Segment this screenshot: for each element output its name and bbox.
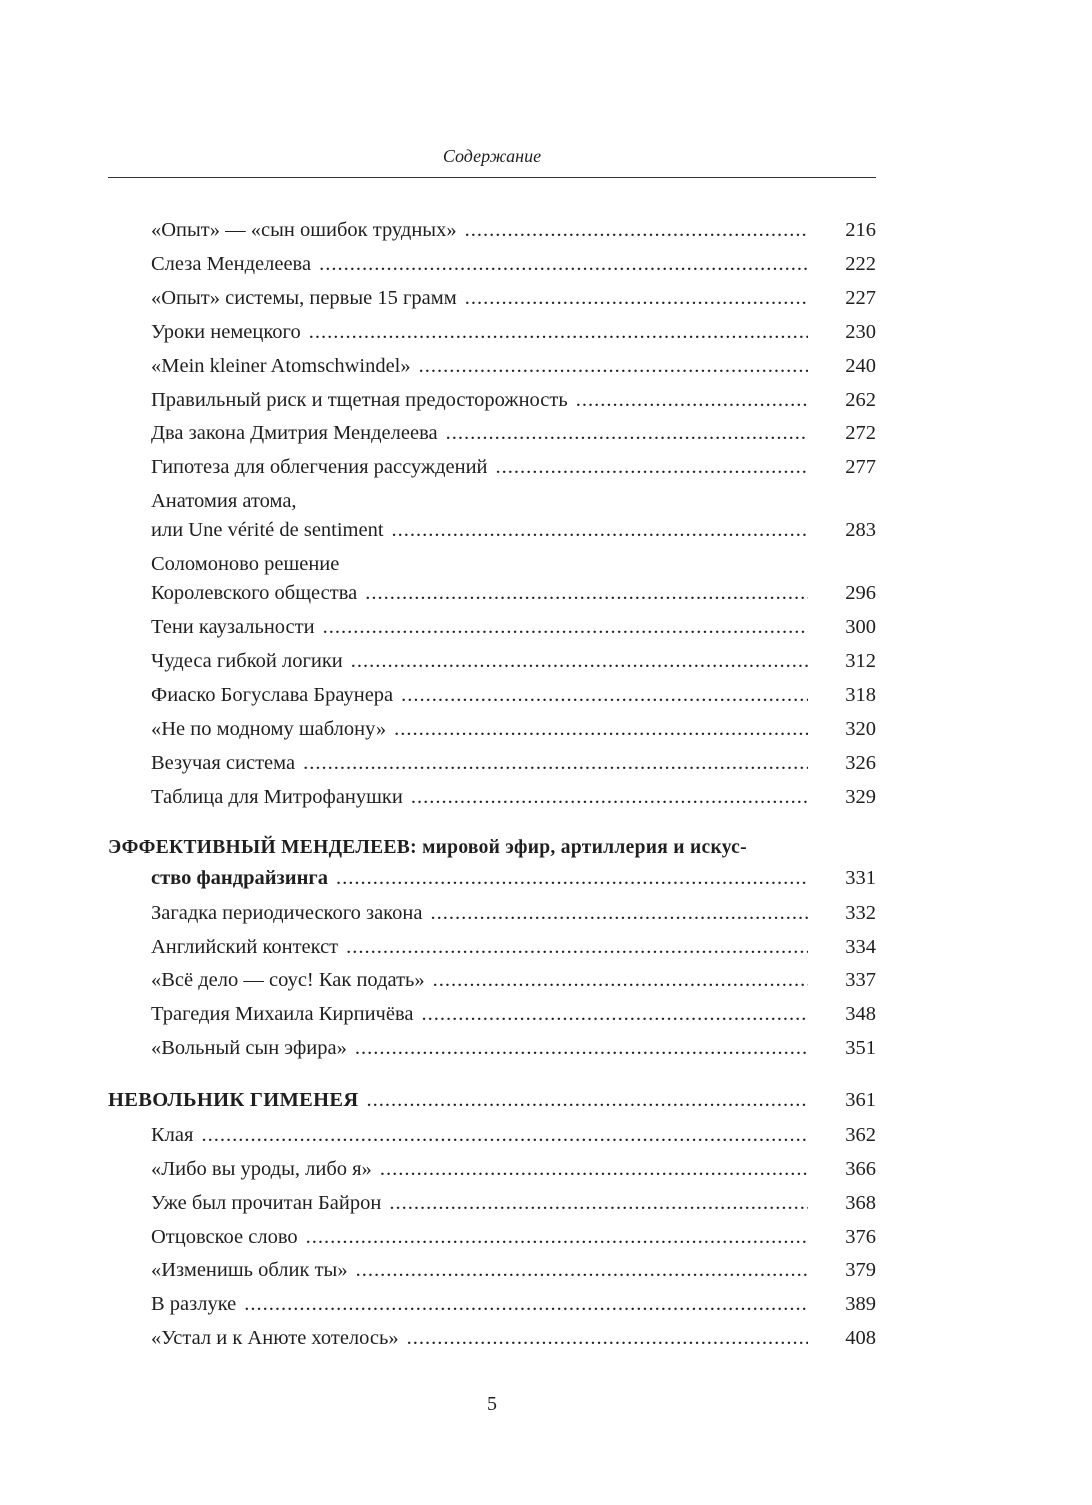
- leader-dots: [496, 455, 808, 479]
- toc-entry: [151, 901, 876, 925]
- toc-page: 376: [845, 1226, 876, 1248]
- leader-dots: [244, 1292, 808, 1316]
- toc-title: «Не по модному шаблону»: [151, 718, 387, 740]
- toc-page: 389: [845, 1293, 876, 1315]
- toc-entry: [151, 785, 876, 809]
- toc-page: 326: [845, 752, 876, 774]
- section-title-line1: ЭФФЕКТИВНЫЙ МЕНДЕЛЕЕВ: мировой эфир, артиллерия и искус-: [108, 837, 747, 858]
- toc-title: «Опыт» — «сын ошибок трудных»: [151, 219, 457, 241]
- toc-entry: [151, 683, 876, 707]
- toc-title: Уже был прочитан Байрон: [151, 1192, 382, 1214]
- toc-page: 216: [845, 219, 876, 241]
- toc-title: Трагедия Михаила Кирпичёва: [151, 1003, 414, 1025]
- leader-dots: [465, 218, 808, 242]
- leader-dots: [394, 717, 808, 741]
- toc-page: 379: [845, 1259, 876, 1281]
- toc-page: 337: [845, 969, 876, 991]
- toc-title-line2: или Une vérité de sentiment: [151, 519, 384, 541]
- leader-dots: [389, 1191, 808, 1215]
- section-title: НЕВОЛЬНИК ГИМЕНЕЯ: [108, 1089, 359, 1111]
- leader-dots: [576, 388, 808, 412]
- toc-title: «Изменишь облик ты»: [151, 1259, 348, 1281]
- page-number: 5: [487, 1393, 497, 1415]
- toc-page: 329: [845, 786, 876, 808]
- toc-entry: [151, 518, 876, 542]
- leader-dots: [407, 1326, 808, 1350]
- toc-page: 408: [845, 1327, 876, 1349]
- toc-page: 300: [845, 616, 876, 638]
- leader-dots: [365, 581, 808, 605]
- leader-dots: [366, 1088, 808, 1112]
- toc-page: 334: [845, 936, 876, 958]
- toc-title: Тени каузальности: [151, 616, 315, 638]
- toc-page: 283: [845, 519, 876, 541]
- toc-title: Гипотеза для облегчения рассуждений: [151, 456, 488, 478]
- leader-dots: [309, 320, 808, 344]
- leader-dots: [433, 968, 808, 992]
- toc-entry: [151, 388, 876, 412]
- toc-title: Везучая система: [151, 752, 296, 774]
- leader-dots: [323, 615, 808, 639]
- toc-title: Загадка периодического закона: [151, 902, 423, 924]
- toc-entry: [151, 1157, 876, 1181]
- toc-entry: [151, 615, 876, 639]
- toc-title: Таблица для Митрофанушки: [151, 786, 403, 808]
- toc-title: «Устал и к Анюте хотелось»: [151, 1327, 399, 1349]
- toc-page: 366: [845, 1158, 876, 1180]
- toc-page: 227: [845, 287, 876, 309]
- leader-dots: [306, 1225, 808, 1249]
- toc-page: 348: [845, 1003, 876, 1025]
- toc-title: Английский контекст: [151, 936, 339, 958]
- leader-dots: [419, 354, 808, 378]
- toc-title: Чудеса гибкой логики: [151, 650, 343, 672]
- toc-entry: [151, 968, 876, 992]
- toc-entry: [151, 581, 876, 605]
- toc-entry: [151, 252, 876, 276]
- toc-title: Фиаско Богуслава Браунера: [151, 684, 394, 706]
- toc-entry: [151, 421, 876, 445]
- leader-dots: [336, 866, 808, 890]
- toc-entry: [151, 1326, 876, 1350]
- toc-entry: [151, 354, 876, 378]
- toc-entry: [151, 218, 876, 242]
- leader-dots: [346, 935, 808, 959]
- toc-page: 320: [845, 718, 876, 740]
- leader-dots: [355, 1036, 808, 1060]
- toc-page: 351: [845, 1037, 876, 1059]
- toc-title-line1: Соломоново решение: [151, 553, 340, 575]
- toc-title: «Либо вы уроды, либо я»: [151, 1158, 372, 1180]
- header-rule: [108, 177, 876, 178]
- toc-title: Отцовское слово: [151, 1226, 298, 1248]
- toc-entry: [151, 1002, 876, 1026]
- leader-dots: [421, 1002, 808, 1026]
- toc-page: 222: [845, 253, 876, 275]
- toc-entry: [151, 455, 876, 479]
- toc-page: 361: [845, 1089, 876, 1111]
- toc-title: В разлуке: [151, 1293, 237, 1315]
- toc-entry: [151, 320, 876, 344]
- toc-entry: [151, 751, 876, 775]
- toc-page: 240: [845, 355, 876, 377]
- toc-page: 296: [845, 582, 876, 604]
- toc-section-entry: [151, 866, 876, 890]
- toc-entry: [151, 1225, 876, 1249]
- toc-page: 318: [845, 684, 876, 706]
- toc-entry: [151, 717, 876, 741]
- toc-title: Уроки немецкого: [151, 321, 301, 343]
- toc-title: «Опыт» системы, первые 15 грамм: [151, 287, 457, 309]
- toc-title: Слеза Менделеева: [151, 253, 312, 275]
- toc-page: 312: [845, 650, 876, 672]
- leader-dots: [380, 1157, 808, 1181]
- leader-dots: [319, 252, 808, 276]
- leader-dots: [401, 683, 808, 707]
- toc-page: 277: [845, 456, 876, 478]
- running-header: Содержание: [442, 146, 542, 166]
- toc-entry: [151, 649, 876, 673]
- toc-section-entry: [108, 1088, 876, 1112]
- toc-entry: [151, 286, 876, 310]
- toc-title: «Всё дело — соус! Как подать»: [151, 969, 425, 991]
- leader-dots: [356, 1258, 808, 1282]
- toc-page: 272: [845, 422, 876, 444]
- toc-title: «Mein kleiner Atomschwindel»: [151, 355, 411, 377]
- toc-entry: [151, 935, 876, 959]
- leader-dots: [465, 286, 808, 310]
- leader-dots: [303, 751, 808, 775]
- toc-title: Клая: [151, 1124, 194, 1146]
- toc-entry: [151, 1191, 876, 1215]
- toc-page: 362: [845, 1124, 876, 1146]
- leader-dots: [392, 518, 808, 542]
- leader-dots: [201, 1123, 808, 1147]
- section-title-line2: ство фандрайзинга: [151, 867, 328, 889]
- leader-dots: [351, 649, 808, 673]
- leader-dots: [446, 421, 808, 445]
- toc-page: 368: [845, 1192, 876, 1214]
- toc-entry: [151, 1292, 876, 1316]
- leader-dots: [411, 785, 808, 809]
- toc-title-line1: Анатомия атома,: [151, 490, 297, 512]
- toc-title-line2: Королевского общества: [151, 582, 358, 604]
- leader-dots: [430, 901, 808, 925]
- toc-page: 230: [845, 321, 876, 343]
- toc-title: Два закона Дмитрия Менделеева: [151, 422, 438, 444]
- toc-title: Правильный риск и тщетная предосторожность: [151, 389, 568, 411]
- toc-entry: [151, 1123, 876, 1147]
- toc-page: 332: [845, 902, 876, 924]
- toc-entry: [151, 1036, 876, 1060]
- toc-title: «Вольный сын эфира»: [151, 1037, 347, 1059]
- toc-page: 262: [845, 389, 876, 411]
- toc-page: 331: [845, 867, 876, 889]
- toc-entry: [151, 1258, 876, 1282]
